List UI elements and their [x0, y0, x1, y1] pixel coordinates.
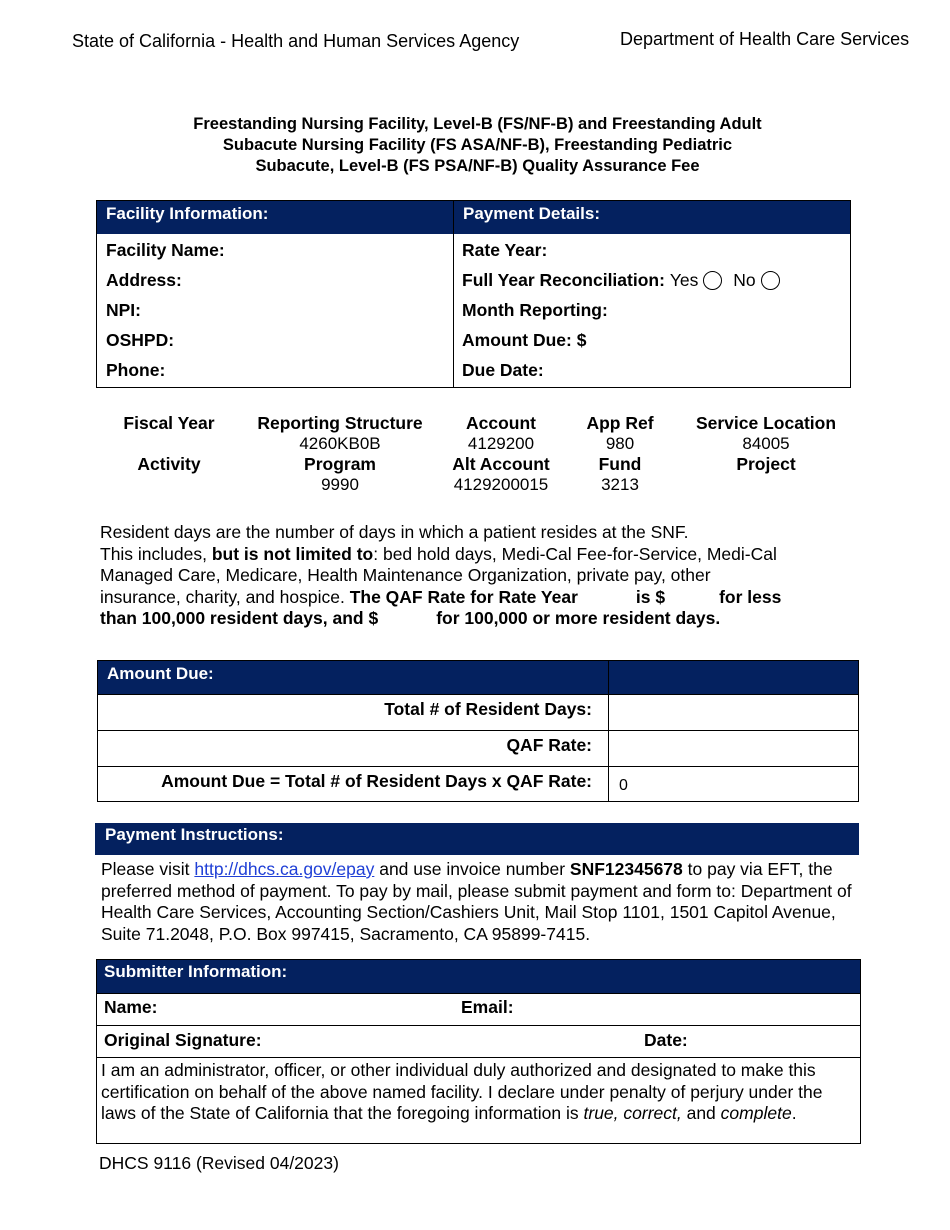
submitter-section — [96, 959, 861, 1144]
qaf-rate-is-text: is $ — [635, 586, 666, 607]
table-rule — [98, 694, 858, 695]
phone-label: Phone: — [106, 360, 166, 380]
form-title — [100, 114, 855, 177]
submitter-name-label: Name: — [104, 997, 158, 1017]
amount-due-label: Amount Due: $ — [462, 330, 587, 350]
rate-year-label: Rate Year: — [462, 240, 548, 260]
service-location-label: Service Location — [695, 413, 837, 433]
form-title-line: Subacute Nursing Facility (FS ASA/NF-B), Freestanding Pediatric — [222, 136, 733, 154]
fund-value: 3213 — [601, 475, 639, 494]
paragraph-line — [100, 608, 860, 630]
instructions-text: Please visit — [101, 859, 195, 879]
amount-due-table — [97, 660, 859, 802]
qaf-rate-label: QAF Rate: — [506, 735, 592, 755]
month-reporting-label: Month Reporting: — [462, 300, 608, 320]
department-name: Department of Health Care Services — [620, 29, 910, 49]
fund-label: Fund — [598, 454, 642, 474]
yes-label: Yes — [669, 270, 699, 290]
certification-emphasis: true, correct, — [583, 1103, 682, 1123]
instructions-text: to pay via EFT, the preferred method of payment. To pay by mail, please submit payment and form to: Department of Health Care Services, Accounting Section/Cashiers Unit, Mail Stop 1101, 1501 Capitol Avenue, Suite 71.2048, P.O. Box 997415, Sacramento, CA 95899-7415. — [101, 859, 852, 944]
date-label: Date: — [644, 1030, 688, 1050]
invoice-number: SNF12345678 — [569, 859, 683, 879]
payment-instructions-text — [101, 859, 861, 945]
qaf-rate-year-text: The QAF Rate for Rate Year — [349, 586, 578, 607]
paragraph-text: : bed hold days, Medi-Cal Fee-for-Service, Medi-Cal — [373, 543, 777, 564]
column-divider — [453, 201, 454, 387]
resident-days-paragraph — [100, 522, 860, 630]
amount-due-value: 0 — [619, 777, 628, 794]
paragraph-line: Managed Care, Medicare, Health Maintenance Organization, private pay, other — [100, 565, 711, 585]
submitter-heading: Submitter Information: — [97, 960, 860, 993]
yes-radio[interactable] — [703, 271, 722, 290]
paragraph-line — [100, 544, 860, 566]
payment-instructions-heading: Payment Instructions: — [95, 823, 859, 855]
program-label: Program — [304, 454, 376, 474]
qaf-threshold-text: than 100,000 resident days, and $ — [100, 608, 379, 628]
agency-name: State of California - Health and Human Services Agency — [72, 31, 520, 51]
form-title-line: Subacute, Level-B (FS PSA/NF-B) Quality Assurance Fee — [255, 157, 700, 175]
alt-account-value: 4129200015 — [453, 475, 549, 494]
alt-account-label: Alt Account — [452, 454, 550, 474]
no-label: No — [733, 270, 756, 290]
table-rule — [98, 766, 858, 767]
payment-heading: Payment Details: — [454, 201, 850, 234]
account-label: Account — [466, 413, 536, 433]
form-number: DHCS 9116 (Revised 04/2023) — [99, 1153, 339, 1173]
submitter-email-label: Email: — [461, 997, 514, 1017]
activity-label: Activity — [137, 454, 201, 474]
project-label: Project — [736, 454, 796, 474]
epay-link[interactable]: http://dhcs.ca.gov/epay — [194, 859, 375, 879]
paragraph-line: Resident days are the number of days in which a patient resides at the SNF. — [100, 522, 689, 542]
certification-body: I am an administrator, officer, or other individual duly authorized and designated to make this certification on behalf of the above named facility. I declare under penalty of perjury under the laws of the State of California that the foregoing information is — [101, 1060, 823, 1123]
facility-name-label: Facility Name: — [106, 240, 225, 260]
service-location-value: 84005 — [742, 434, 790, 453]
total-resident-days-label: Total # of Resident Days: — [384, 699, 592, 719]
certification-body: . — [791, 1103, 797, 1123]
app-ref-value: 980 — [605, 434, 635, 453]
table-rule — [98, 730, 858, 731]
certification-text — [101, 1060, 851, 1125]
facility-heading: Facility Information: — [97, 201, 453, 234]
section-rule — [97, 1057, 860, 1058]
paragraph-text: insurance, charity, and hospice. — [100, 586, 350, 607]
section-rule — [97, 993, 860, 994]
reconciliation-label: Full Year Reconciliation: — [462, 270, 665, 290]
instructions-text: and use invoice number — [374, 859, 570, 879]
facility-payment-section — [96, 200, 851, 388]
paragraph-emphasis: but is not limited to — [211, 543, 374, 564]
reconciliation-row — [462, 270, 780, 291]
reporting-structure-value: 4260KB0B — [299, 434, 381, 453]
form-title-line: Freestanding Nursing Facility, Level-B (FS/NF-B) and Freestanding Adult — [193, 115, 762, 133]
table-divider — [608, 661, 609, 801]
paragraph-line — [100, 587, 860, 609]
amount-formula-label: Amount Due = Total # of Resident Days x QAF Rate: — [161, 771, 592, 791]
paragraph-text: This includes, — [100, 543, 212, 564]
oshpd-label: OSHPD: — [106, 330, 175, 350]
amount-due-heading: Amount Due: — [98, 661, 858, 694]
certification-body: and — [681, 1103, 721, 1123]
qaf-less-text: for less — [719, 586, 782, 607]
no-radio[interactable] — [761, 271, 780, 290]
reporting-structure-label: Reporting Structure — [257, 413, 423, 433]
fiscal-year-label: Fiscal Year — [123, 413, 215, 433]
npi-label: NPI: — [106, 300, 141, 320]
address-label: Address: — [106, 270, 182, 290]
account-value: 4129200 — [467, 434, 535, 453]
section-rule — [97, 1025, 860, 1026]
qaf-more-text: for 100,000 or more resident days. — [436, 608, 721, 628]
app-ref-label: App Ref — [586, 413, 654, 433]
program-value: 9990 — [321, 475, 359, 494]
due-date-label: Due Date: — [462, 360, 544, 380]
certification-emphasis: complete — [720, 1103, 792, 1123]
signature-label: Original Signature: — [104, 1030, 262, 1050]
